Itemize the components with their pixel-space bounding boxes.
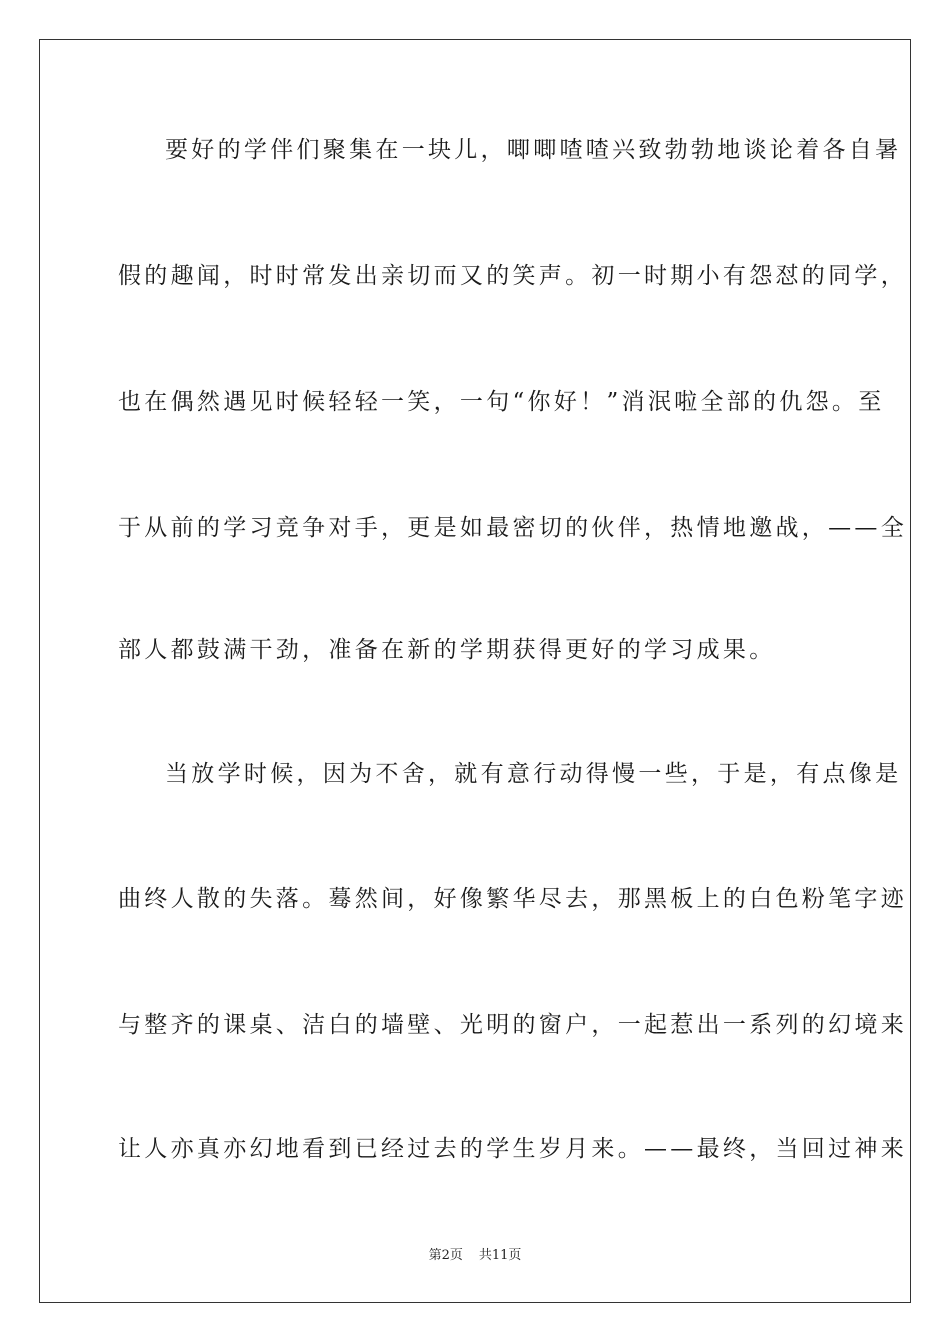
paragraph-1-line-2: 假的趣闻，时时常发出亲切而又的笑声。初一时期小有怨怼的同学， — [118, 263, 907, 289]
page-footer — [0, 1248, 950, 1264]
page-border — [39, 39, 911, 1303]
paragraph-2-line-2: 曲终人散的失落。蓦然间，好像繁华尽去，那黑板上的白色粉笔字迹 — [118, 886, 907, 912]
paragraph-2-line-4: 让人亦真亦幻地看到已经过去的学生岁月来。——最终，当回过神来 — [118, 1136, 907, 1162]
page-number: 第2页 — [428, 1248, 463, 1263]
paragraph-1-line-4: 于从前的学习竞争对手，更是如最密切的伙伴，热情地邀战，——全 — [118, 515, 907, 541]
paragraph-1-line-1: 要好的学伴们聚集在一块儿，唧唧喳喳兴致勃勃地谈论着各自暑 — [165, 137, 902, 163]
page-total: 共11页 — [478, 1248, 522, 1263]
paragraph-2-line-1: 当放学时候，因为不舍，就有意行动得慢一些，于是，有点像是 — [165, 761, 902, 787]
paragraph-1-line-3: 也在偶然遇见时候轻轻一笑，一句“你好！”消泯啦全部的仇怨。至 — [118, 389, 885, 415]
paragraph-1-line-5: 部人都鼓满干劲，准备在新的学期获得更好的学习成果。 — [118, 637, 776, 663]
paragraph-2-line-3: 与整齐的课桌、洁白的墙壁、光明的窗户，一起惹出一系列的幻境来 — [118, 1012, 907, 1038]
